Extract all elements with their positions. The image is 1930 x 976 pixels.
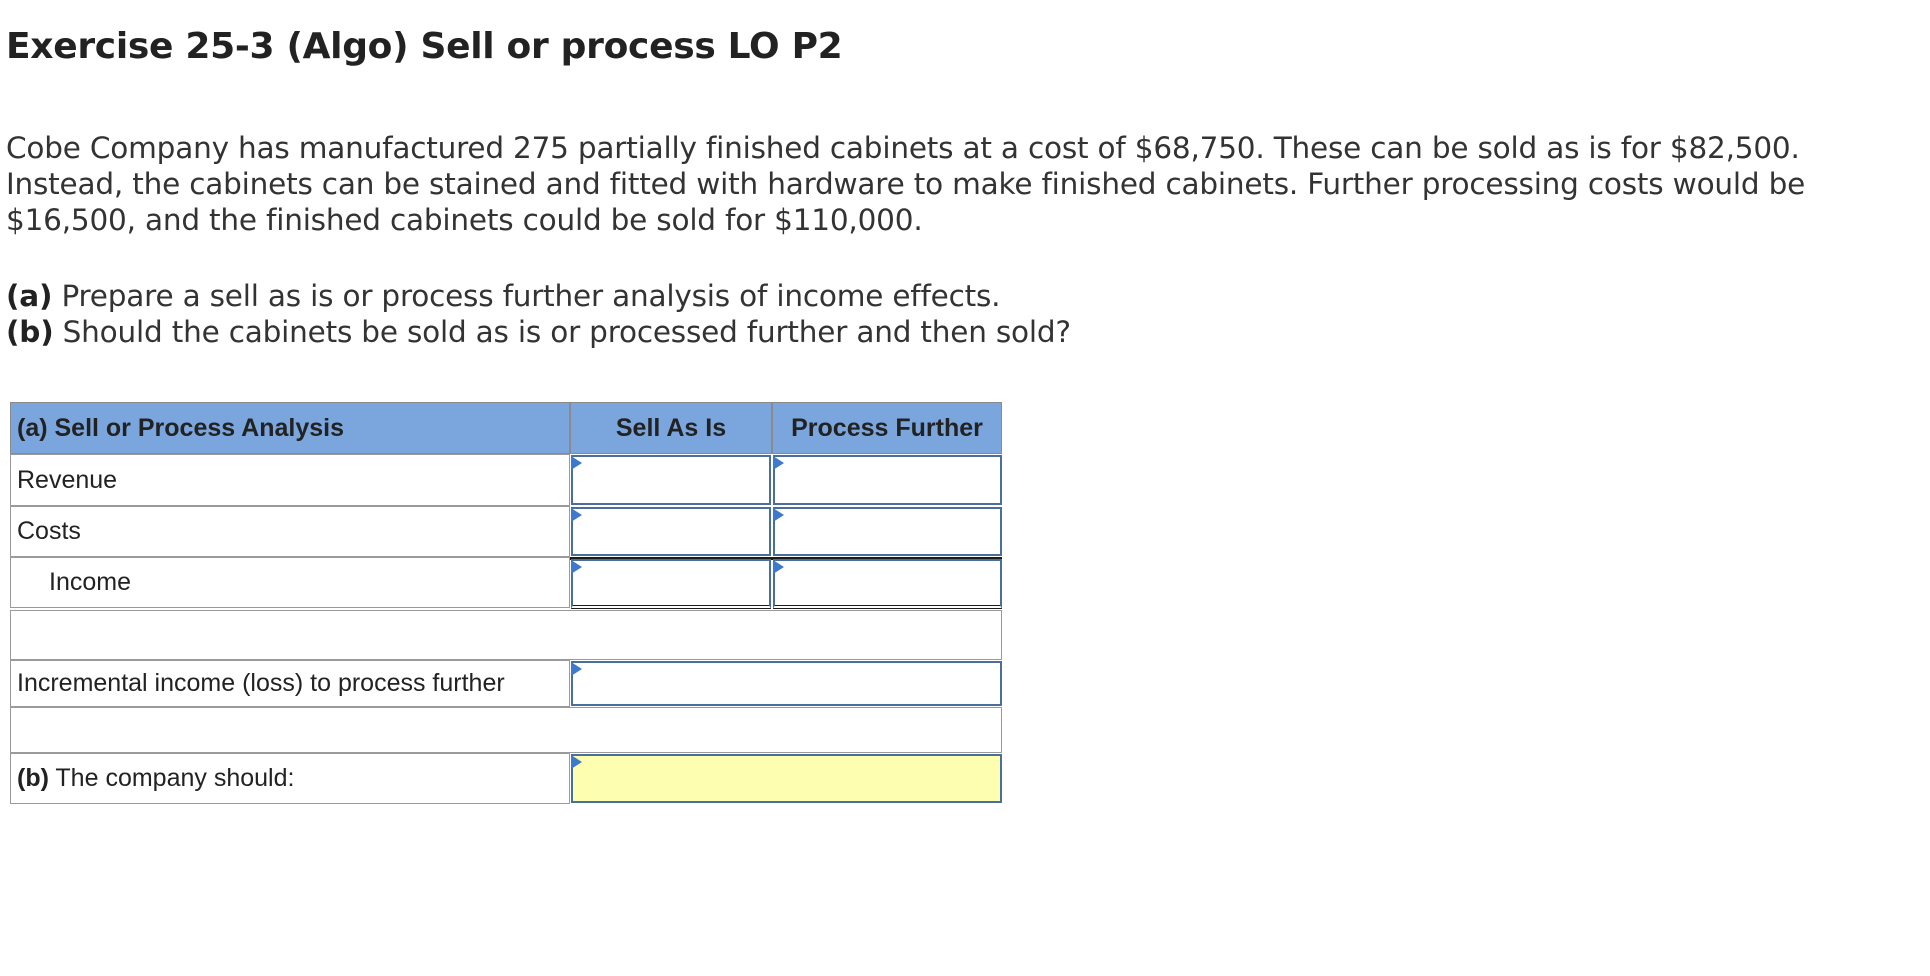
spacer-row — [10, 610, 1002, 660]
costs-sell-input[interactable] — [571, 507, 771, 556]
company-should-text: The company should: — [48, 764, 295, 792]
income-sell-input[interactable] — [571, 559, 771, 609]
input-marker-icon — [571, 755, 582, 769]
question-b-tag: (b) — [17, 764, 49, 792]
question-a-text: Prepare a sell as is or process further analysis of income effects. — [52, 279, 1001, 313]
revenue-sell-input[interactable] — [571, 455, 771, 505]
question-b — [6, 314, 1886, 350]
income-process-input[interactable] — [773, 559, 1002, 609]
question-a-tag: (a) — [6, 279, 53, 313]
column-header-process-further: Process Further — [772, 402, 1002, 454]
row-label-income: Income — [10, 557, 570, 608]
input-marker-icon — [571, 508, 582, 522]
input-marker-icon — [773, 456, 784, 470]
question-a — [6, 278, 1886, 314]
input-marker-icon — [571, 560, 582, 574]
row-label-revenue: Revenue — [10, 454, 570, 506]
row-label-company-should — [10, 753, 570, 804]
row-label-incremental-income: Incremental income (loss) to process further — [10, 660, 570, 707]
input-marker-icon — [773, 560, 784, 574]
question-b-text: Should the cabinets be sold as is or processed further and then sold? — [53, 315, 1071, 349]
problem-statement: Cobe Company has manufactured 275 partially finished cabinets at a cost of $68,750. These can be sold as is for $82,500. Instead, the cabinets can be stained and fitted with hardware to make finished cabinets. Further processing costs would be $16,500, and the finished cabinets could be sold for $110,000. — [6, 131, 1806, 237]
row-label-costs: Costs — [10, 506, 570, 557]
question-b-tag: (b) — [6, 315, 54, 349]
exercise-title: Exercise 25-3 (Algo) Sell or process LO P2 — [6, 26, 843, 67]
decision-dropdown[interactable] — [571, 754, 1002, 803]
spacer-row — [10, 707, 1002, 753]
table-header-label: (a) Sell or Process Analysis — [10, 402, 570, 454]
question-list — [6, 278, 1886, 350]
input-marker-icon — [571, 662, 582, 676]
incremental-income-input[interactable] — [571, 661, 1002, 706]
revenue-process-input[interactable] — [773, 455, 1002, 505]
input-marker-icon — [571, 456, 582, 470]
costs-process-input[interactable] — [773, 507, 1002, 556]
column-header-sell-as-is: Sell As Is — [570, 402, 772, 454]
sell-or-process-table — [10, 402, 1006, 804]
input-marker-icon — [773, 508, 784, 522]
